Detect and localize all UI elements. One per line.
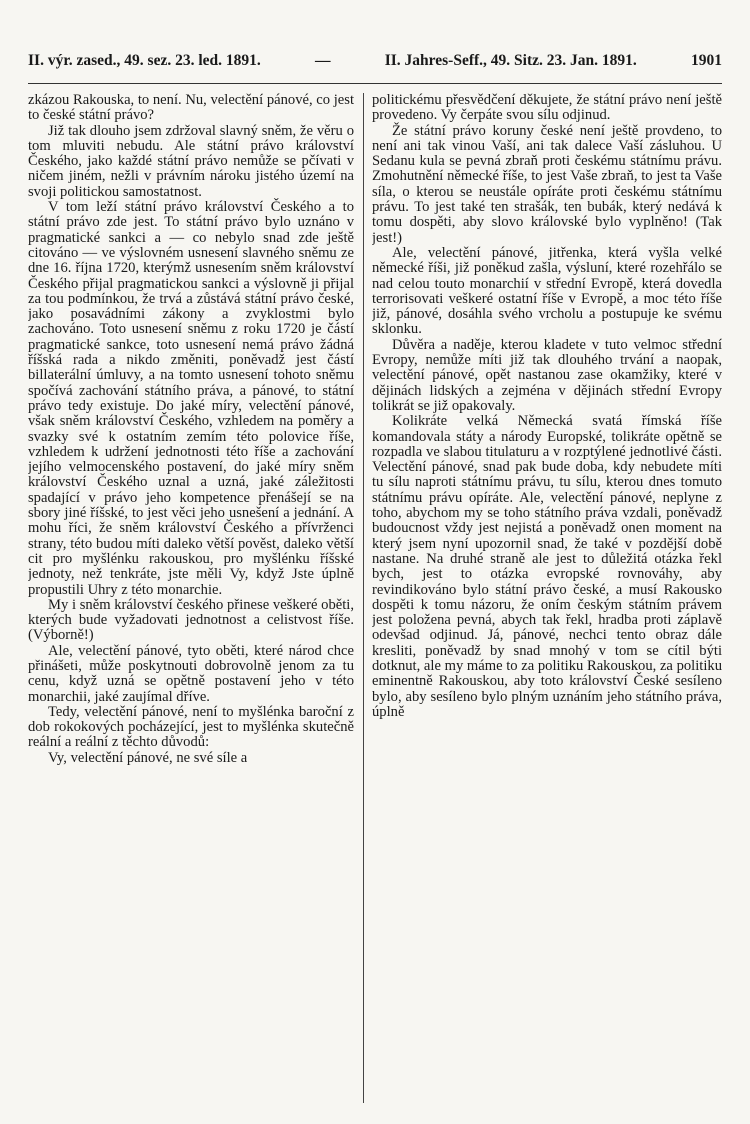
paragraph: Ale, velectění pánové, jitřenka, která vyšla velké německé říši, již poněkud zašla, výsluní, které rozehřálo se nad celou touto monarchií v střední Evropě, která dovedla terrorisovati veškeré ostatní říše v Evropě, a moc této říše již, pánové, dosáhla svého vrcholu a postupuje ke svému sklonku.: [372, 244, 722, 338]
left-column: [28, 93, 354, 1103]
paragraph: Již tak dlouho jsem zdržoval slavný sněm, že věru o tom mluviti nebudu. Ale státní právo království Českého, jako každé státní právo nemůže se pčívati v ničem jiném, nežli v právním nároku jistého území na svoji politickou samostatnost.: [28, 122, 354, 200]
paragraph: politickému přesvědčení děkujete, že státní právo není ještě provedeno. Vy čerpáte svou sílu odjinud.: [372, 93, 722, 124]
paragraph: Ale, velectění pánové, tyto oběti, které národ chce přinášeti, může poskytnouti dobrovolně jenom za tu cenu, když uzná se opětně postavení jeho v této monarchii, jaké zaujímal dříve.: [28, 642, 354, 705]
right-column: [372, 93, 722, 1103]
paragraph: Vy, velectění pánové, ne své síle a: [48, 749, 248, 766]
paragraph: V tom leží státní právo království Českého a to státní právo zde jest. To státní právo bylo uznáno v pragmatické sankci a — co nebylo snad zde ještě citováno — ve výslovném usnesení slavného sněmu ze dne 16. října 1720, kterýmž usnesením sněm království Českého přijal pragmatickou sankci a výslovně ji přijal za tou podmínkou, že trvá a zůstává státní právo české, jako posavádními zákony a zvyklostmi bylo zachováno. Toto usnesení sněmu z roku 1720 je částí pragmatické sankce, toto usnesení nemá právo žádná říšská rada a nikdo změniti, poněvadž jest částí billaterální úmluvy, a na tomto usnesení tohoto sněmu spočívá zachování státního práva, a pánové, to státní právo tedy existuje. Do jaké míry, velectění pánové, však sněm království Českého, vzhledem na poměry a svazky své k ostatním zemím této polovice říše, vzhledem k udržení jednotnosti této říše a zachování jejího velmocenského postavení, do jaké míry sněm království Českého uznal a uzná, jaké záležitosti spadající v právo jeho kompetence přenášejí se na sbory jiné říšské, to jest věci jeho usnešení a jednání. A mohu říci, že sněm království Českého a přívrženci strany, této budou míti daleko větší pověst, daleko větší cit pro myšlénku rakouskou, pro myšlénku říšské jednoty, než tenkráte, jste měli Vy, když Jste úplně propustili Uhry z této monarchie.: [28, 199, 354, 598]
header-rule: [28, 83, 722, 84]
paragraph: Tedy, velectění pánové, není to myšlénka baroční z dob rokokových pocházející, jest to myšlénka skutečně reální a reální z těchto důvodů:: [28, 703, 354, 751]
page-header: [28, 52, 722, 76]
header-german-session: II. Jahres-Seff., 49. Sitz. 23. Jan. 1891.: [384, 52, 637, 69]
paragraph: My i sněm království českého přinese veškeré oběti, kterých bude vyžadovati jednotnost a celistvost říše. (Výborně!): [28, 596, 354, 644]
paragraph: Důvěra a naděje, kterou kladete v tuto velmoc střední Evropy, nemůže míti již tak dlouhého trvání a naopak, velectění pánové, opět nastanou zase okamžiky, které v dějinách lidských a zejména v dějinách střední Evropy tolikrát se již opakovaly.: [372, 336, 722, 414]
paragraph: zkázou Rakouska, to není. Nu, velectění pánové, co jest to české státní právo?: [28, 93, 354, 124]
page-number: 1901: [690, 52, 722, 69]
paragraph: Kolikráte velká Německá svatá římská říše komandovala státy a národy Europské, tolikráte opětně se rozpadla ve slabou titulaturu a v rozptýlené jednotlivé části. Velectění pánové, snad pak bude doba, kdy nebudete míti tu sílu naproti státnímu právu, tu sílu, kterou dnes tomuto státnímu právu opíráte. Ale, velectění pánové, neplyne z toho, abychom my se toho státního práva vzdali, poněvadž budoucnost vždy jest nejistá a poněvadž onen moment na který jsem nyní upozornil snad, že také v pozdější době nastane. Na druhé straně ale jest to důležitá otázka řekl bych, jest to otázka evropské rovnováhy, aby revindikováno bylo státní právo české, a musí Rakousko dospěti k tomu názoru, že oním českým státním právem jest položena pevná, abych tak řekl, hradba proti záplavě odevšad odjinud. Já, pánové, nechci tento obraz dále kresliti, poněvadž by snad mnohý v tom se cítil býti dotknut, ale my máme to za politiku Rakouskou, za politiku eminentně Rakouskou, aby toto království České sesíleno bylo, aby sesíleno bylo plným uznáním jeho státního práva, úplně: [372, 413, 722, 720]
column-divider: [363, 93, 364, 1103]
header-separator: —: [315, 52, 331, 69]
header-czech-session: II. výr. zased., 49. sez. 23. led. 1891.: [28, 52, 261, 69]
paragraph: Že státní právo koruny české není ještě provdeno, to není ani tak vinou Vaší, ani tak dalece Vaší zásluhou. U Sedanu kula se pevná zbraň proti českému státnímu právu. Zmohutnění německé říše, to jest Vaše zbraň, to jest ta Vaše síla, o kterou se neustále opíráte proti českému státnímu právu. To jest také ten strašák, ten bubák, který nedává k tomu dospěti, aby slovo královské bylo vyplněno! (Tak jest!): [372, 122, 722, 246]
